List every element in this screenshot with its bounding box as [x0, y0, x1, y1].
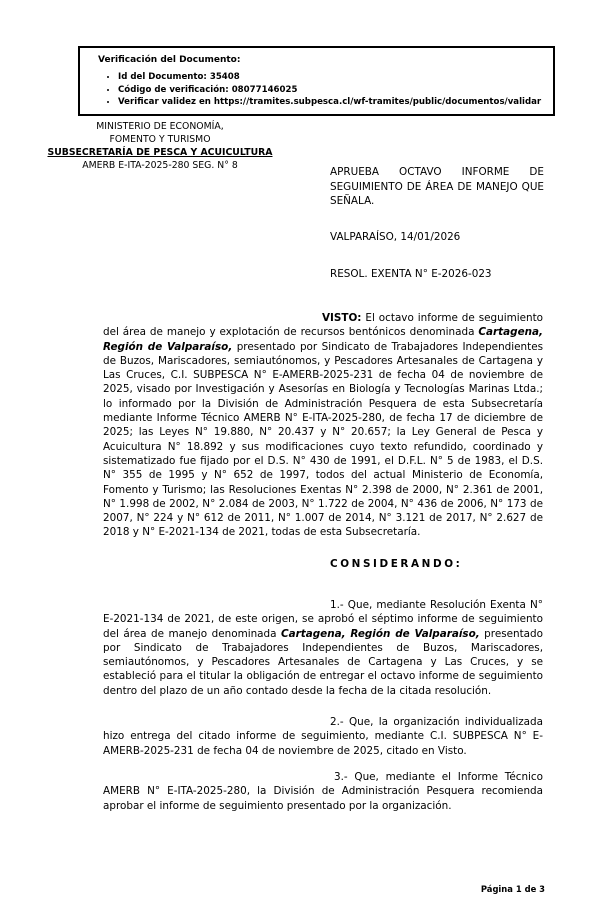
considerando-item-1	[103, 598, 543, 698]
considerando-item-2: 2.- Que, la organización individualizada hizo entrega del citado informe de seguimiento, mediante C.I. SUBPESCA N° E-AMERB-2025-231 de fecha 04 de noviembre de 2025, citado en Visto.	[103, 716, 543, 757]
considerando-heading: CONSIDERANDO:	[330, 558, 463, 570]
considerando-item-3: 3.- Que, mediante el Informe Técnico AMERB N° E-ITA-2025-280, la División de Administración Pesquera recomienda aprobar el informe de seguimiento presentado por la organización.	[103, 771, 543, 812]
ministry-name-line2: FOMENTO Y TURISMO	[109, 134, 211, 145]
verification-url: • Verificar validez en https://tramites.subpesca.cl/wf-tramites/public/documentos/validar	[118, 97, 543, 107]
subsecretaria-name: SUBSECRETARÍA DE PESCA Y ACUICULTURA	[47, 147, 273, 158]
verification-box	[78, 46, 555, 116]
visto-area-name: Cartagena, Región de Valparaíso,	[103, 326, 543, 353]
place-and-date: VALPARAÍSO, 14/01/2026	[330, 231, 461, 243]
item1-text-after: presentado por Sindicato de Trabajadores Independientes de Buzos, Mariscadores, semiautónomos, y Pescadores Artesanales de Cartagena y Las Cruces, y se estableció para el titular la obligación de entregar el octavo informe de seguimiento dentro del plazo de un año contado desde la fecha de la citada resolución.	[103, 627, 543, 697]
ministry-name-line1: MINISTERIO DE ECONOMÍA,	[96, 121, 224, 132]
resolution-subject: APRUEBA OCTAVO INFORME DE SEGUIMIENTO DE ÁREA DE MANEJO QUE SEÑALA.	[330, 166, 544, 208]
amerb-reference: AMERB E-ITA-2025-280 SEG. N° 8	[82, 160, 238, 171]
visto-paragraph	[103, 311, 543, 540]
verification-code: • Código de verificación: 08077146025	[118, 85, 543, 95]
page-number-indicator: Página 1 de 3	[480, 884, 545, 894]
visto-text-after: presentado por Sindicato de Trabajadores Independientes de Buzos, Mariscadores, semiautónomos, y Pescadores Artesanales de Cartagena y Las Cruces, C.I. SUBPESCA N° E-AMERB-2025-231 de fecha 04 de noviembre de 2025, visado por Investigación y Asesorías en Biología y Tecnologías Marinas Ltda.; lo informado por la División de Administración Pesquera de esta Subsecretaría mediante Informe Técnico AMERB N° E-ITA-2025-280, de fecha 17 de diciembre de 2025; las Leyes N° 19.880, N° 20.437 y N° 20.657; la Ley General de Pesca y Acuicultura N° 18.892 y sus modificaciones cuyo texto refundido, coordinado y sistematizado fue fijado por el D.S. N° 430 de 1991, el D.F.L. N° 5 de 1983, el D.S. N° 355 de 1995 y N° 652 de 1997, todos del actual Ministerio de Economía, Fomento y Turismo; las Resoluciones Exentas N° 2.398 de 2000, N° 2.361 de 2001, N° 1.998 de 2002, N° 2.084 de 2003, N° 1.722 de 2004, N° 436 de 2006, N° 173 de 2007, N° 224 y N° 612 de 2011, N° 1.007 de 2014, N° 3.121 de 2017, N° 2.627 de 2018 y N° E-2021-134 de 2021, todas de esta Subsecretaría.	[103, 340, 543, 539]
resolution-number: RESOL. EXENTA N° E-2026-023	[330, 268, 492, 280]
item1-area-name: Cartagena, Región de Valparaíso,	[280, 627, 480, 640]
verification-document-id: • Id del Documento: 35408	[118, 72, 543, 82]
visto-label: VISTO:	[322, 312, 362, 324]
letterhead	[36, 120, 284, 172]
verification-title: Verificación del Documento:	[98, 55, 241, 65]
item1-text-before: 1.- Que, mediante Resolución Exenta N° E-2021-134 de 2021, de este origen, se aprobó el séptimo informe de seguimiento del área de manejo denominada	[103, 599, 543, 640]
visto-text-before: El octavo informe de seguimiento del área de manejo y explotación de recursos bentónicos denominada	[103, 312, 543, 339]
verification-list	[98, 72, 543, 107]
